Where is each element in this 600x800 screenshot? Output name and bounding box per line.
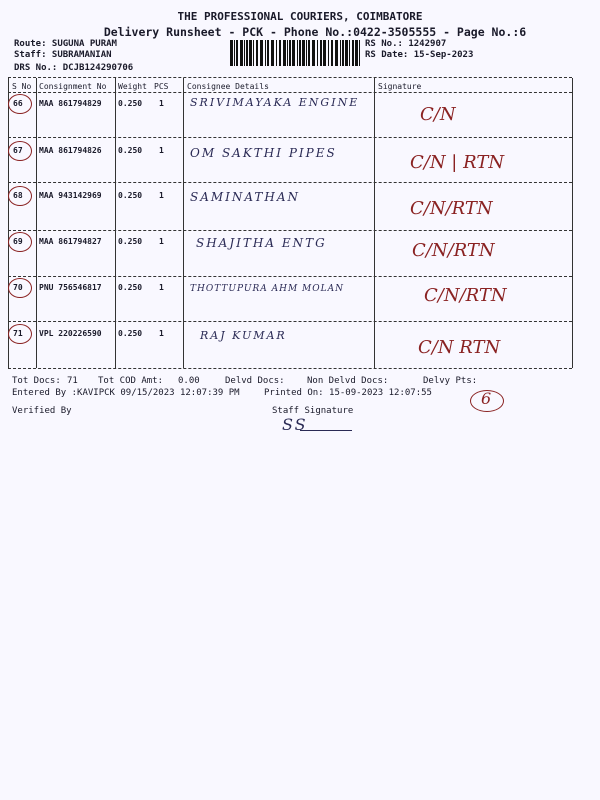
row-consignee: SHAJITHA ENTG [196,236,327,250]
row-sno: 70 [13,283,23,292]
staff-label: Staff: SUBRAMANIAN [14,50,112,60]
row-sno: 67 [13,146,23,155]
col-weight: Weight [118,82,147,91]
delvd-docs-label: Delvd Docs: [225,376,285,386]
company-title: THE PROFESSIONAL COURIERS, COIMBATORE [177,10,423,23]
barcode-image [230,40,360,66]
staff-signature-label: Staff Signature [272,406,354,416]
row-signature: C/N/RTN [410,198,493,219]
row-consignee: SRIVIMAYAKA ENGINE [190,96,360,109]
route-label: Route: SUGUNA PURAM [14,39,117,49]
row-sno: 71 [13,329,23,338]
row-signature: C/N RTN [418,337,501,358]
col-consignee: Consignee Details [187,82,269,91]
verified-by: Verified By [12,406,72,416]
row-consignee: OM SAKTHI PIPES [190,146,337,160]
row-weight: 0.250 [118,329,143,338]
rs-number: RS No.: 1242907 [365,39,447,49]
drs-number: DRS No.: DCJB124290706 [14,63,134,73]
table-right-border [572,78,573,368]
row-weight: 0.250 [118,283,143,292]
col-divider-4 [374,78,375,368]
runsheet-subtitle: Delivery Runsheet - PCK - Phone No.:0422-3505555 - Page No.:6 [103,25,527,39]
col-pcs: PCS [154,82,169,91]
row-consignment: PNU 756546817 [39,283,102,292]
col-divider-1 [36,78,37,368]
header-top-divider [8,77,572,78]
row-signature: C/N/RTN [424,285,507,306]
tot-cod-value: 0.00 [178,376,200,386]
col-divider-3 [183,78,184,368]
row-consignee: THOTTUPURA AHM MOLAN [190,284,344,294]
row-sno: 68 [13,191,23,200]
row-consignment: MAA 943142969 [39,191,102,200]
row-signature: C/N/RTN [412,240,495,261]
row-consignment: MAA 861794827 [39,237,102,246]
row-consignee: SAMINATHAN [190,190,301,204]
row-weight: 0.250 [118,237,143,246]
row-pcs: 1 [159,237,164,246]
row-divider [8,276,572,277]
tot-docs-value: 71 [67,376,78,386]
tot-docs-label: Tot Docs: [12,376,61,386]
row-weight: 0.250 [118,146,143,155]
row-divider [8,182,572,183]
delvy-pts-label: Delvy Pts: [423,376,478,386]
row-pcs: 1 [159,283,164,292]
staff-signature-stroke [300,430,352,431]
staff-signature-initials: SS [282,415,308,434]
row-pcs: 1 [159,146,164,155]
row-signature: C/N [420,104,456,125]
tot-cod-label: Tot COD Amt: [98,376,164,386]
delivery-points-handwritten: 6 [481,389,492,408]
col-sno: S No [12,82,32,91]
row-divider [8,321,572,322]
row-sno: 69 [13,237,23,246]
table-left-border [8,78,9,368]
rs-date: RS Date: 15-Sep-2023 [365,50,474,60]
row-consignee: RAJ KUMAR [200,329,287,342]
row-divider [8,137,572,138]
printed-on: Printed On: 15-09-2023 12:07:55 [264,388,432,398]
row-sno: 66 [13,99,23,108]
row-pcs: 1 [159,329,164,338]
row-divider [8,230,572,231]
row-weight: 0.250 [118,191,143,200]
col-divider-2 [115,78,116,368]
header-bottom-divider [8,92,572,93]
row-signature: C/N | RTN [410,152,505,173]
table-bottom-divider [8,368,572,369]
entered-by: Entered By :KAVIPCK 09/15/2023 12:07:39 PM [12,388,240,398]
row-consignment: MAA 861794826 [39,146,102,155]
col-signature: Signature [378,82,422,91]
row-consignment: VPL 220226590 [39,329,102,338]
col-consignment: Consignment No [39,82,107,91]
row-weight: 0.250 [118,99,143,108]
non-delvd-docs-label: Non Delvd Docs: [307,376,389,386]
row-pcs: 1 [159,191,164,200]
row-consignment: MAA 861794829 [39,99,102,108]
row-pcs: 1 [159,99,164,108]
